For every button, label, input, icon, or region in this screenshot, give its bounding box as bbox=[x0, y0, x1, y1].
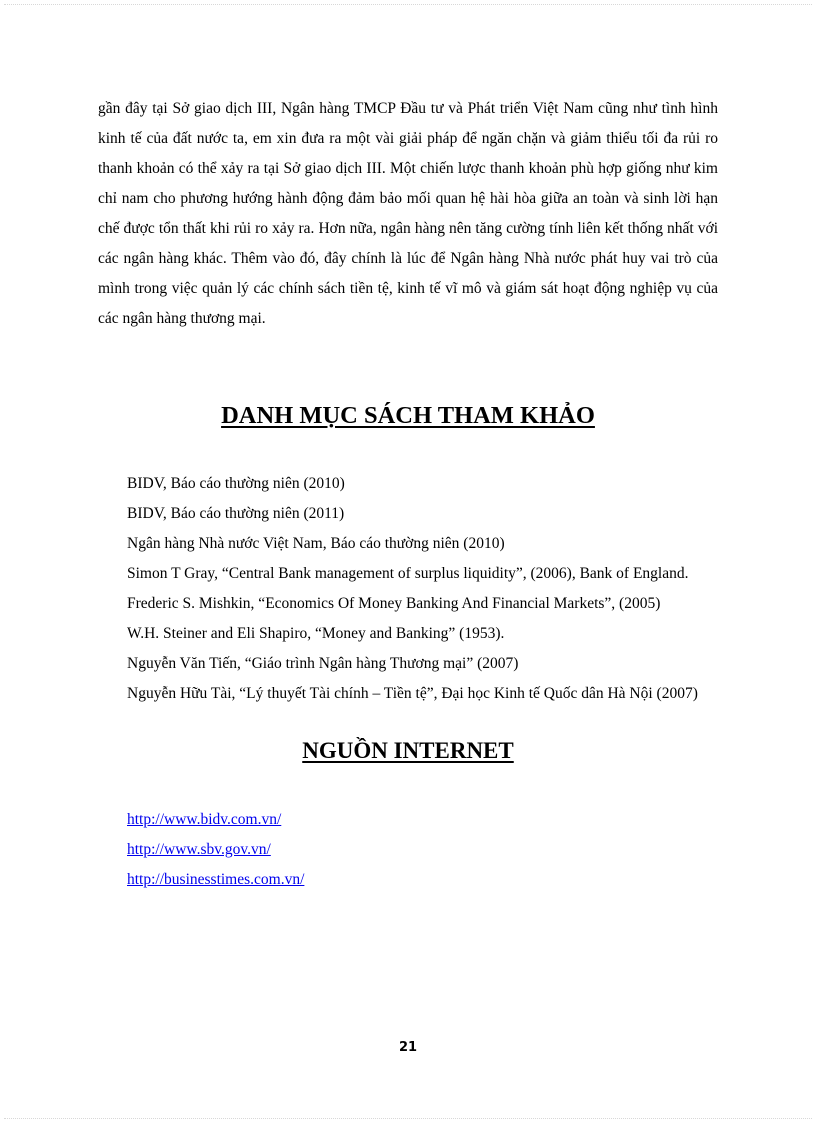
link-item bbox=[98, 805, 718, 835]
link-item bbox=[98, 865, 718, 895]
internet-links-list bbox=[98, 805, 718, 895]
references-list bbox=[98, 469, 718, 709]
link-item bbox=[98, 835, 718, 865]
references-heading: DANH MỤC SÁCH THAM KHẢO bbox=[221, 402, 595, 429]
page-number: 21 bbox=[398, 1040, 418, 1055]
reference-item: W.H. Steiner and Eli Shapiro, “Money and Banking” (1953). bbox=[127, 625, 505, 642]
reference-item: BIDV, Báo cáo thường niên (2011) bbox=[127, 505, 345, 522]
reference-item: Ngân hàng Nhà nước Việt Nam, Báo cáo thường niên (2010) bbox=[127, 535, 505, 552]
reference-item: Simon T Gray, “Central Bank management of surplus liquidity”, (2006), Bank of England. bbox=[127, 565, 689, 582]
internet-heading: NGUỒN INTERNET bbox=[302, 738, 514, 763]
reference-item: Nguyễn Văn Tiến, “Giáo trình Ngân hàng Thương mại” (2007) bbox=[127, 655, 519, 672]
reference-item: BIDV, Báo cáo thường niên (2010) bbox=[127, 475, 345, 492]
body-paragraph: gần đây tại Sở giao dịch III, Ngân hàng TMCP Đầu tư và Phát triển Việt Nam cũng như tình hình kinh tế của đất nước ta, em xin đưa ra một vài giải pháp để ngăn chặn và giảm thiểu tối đa rủi ro thanh khoản có thể xảy ra tại Sở giao dịch III. Một chiến lược thanh khoản phù hợp giống như kim chỉ nam cho phương hướng hành động đảm bảo mối quan hệ hài hòa giữa an toàn và sinh lời hạn chế được tổn thất khi rủi ro xảy ra. Hơn nữa, ngân hàng nên tăng cường tính liên kết thống nhất với các ngân hàng khác. Thêm vào đó, đây chính là lúc để Ngân hàng Nhà nước phát huy vai trò của mình trong việc quản lý các chính sách tiền tệ, kinh tế vĩ mô và giám sát hoạt động nghiệp vụ của các ngân hàng thương mại. bbox=[98, 100, 718, 327]
link-businesstimes[interactable]: http://businesstimes.com.vn/ bbox=[127, 871, 305, 888]
reference-item: Frederic S. Mishkin, “Economics Of Money Banking And Financial Markets”, (2005) bbox=[127, 595, 661, 612]
link-sbv[interactable]: http://www.sbv.gov.vn/ bbox=[127, 841, 271, 858]
document-body bbox=[98, 94, 718, 895]
reference-item: Nguyễn Hữu Tài, “Lý thuyết Tài chính – Tiền tệ”, Đại học Kinh tế Quốc dân Hà Nội (2007) bbox=[127, 685, 698, 702]
link-bidv[interactable]: http://www.bidv.com.vn/ bbox=[127, 811, 282, 828]
